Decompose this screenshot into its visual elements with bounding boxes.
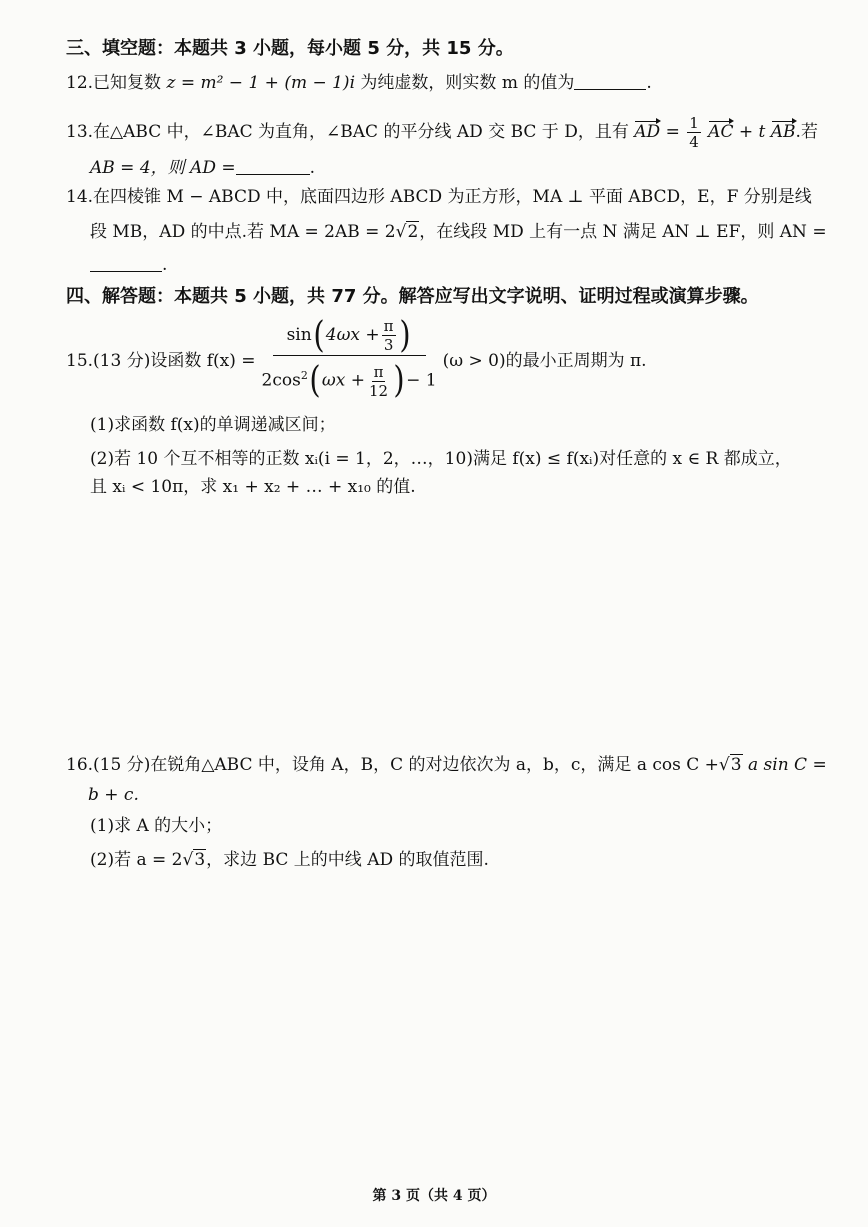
q13-frac-den: 4 xyxy=(689,133,699,151)
q12-suffix: 为纯虚数，则实数 m 的值为 xyxy=(355,73,575,93)
q13-plus-t: + t xyxy=(738,122,766,142)
question-14: 14.在四棱锥 M − ABCD 中，底面四边形 ABCD 为正方形，MA ⊥ 平面 ABCD，E，F 分别是线 xyxy=(66,187,812,207)
q15-den-12: 12 xyxy=(369,381,389,400)
q14-sqrt-radicand: 2 xyxy=(407,222,419,242)
question-13 xyxy=(66,114,818,151)
question-12 xyxy=(66,72,652,94)
q15-part-1: (1)求函数 f(x)的单调递减区间； xyxy=(90,415,336,435)
q14-sqrt: √2 xyxy=(395,222,419,242)
q16-part2-radicand: 3 xyxy=(194,850,206,870)
question-14-line-3 xyxy=(90,254,167,276)
q12-prefix: 12.已知复数 xyxy=(66,73,167,93)
q13-answer-blank xyxy=(236,158,310,175)
vector-ac: AC xyxy=(708,122,734,142)
q16-sqrt: √3 xyxy=(718,755,742,775)
q15-part-2-line-2: 且 xᵢ < 10π，求 x₁ + x₂ + … + x₁₀ 的值. xyxy=(90,477,416,497)
q15-den-sup: 2 xyxy=(300,369,308,383)
q16-sqrt-radicand: 3 xyxy=(730,755,742,775)
question-14-line-2 xyxy=(90,221,827,243)
question-15 xyxy=(66,312,647,404)
vector-ad: AD xyxy=(634,122,661,142)
q13-prefix: 13.在△ABC 中，∠BAC 为直角，∠BAC 的平分线 AD 交 BC 于 D，且有 xyxy=(66,122,629,142)
q14-answer-blank xyxy=(90,255,162,272)
q13-line2-end: . xyxy=(309,158,316,178)
q15-num-pi: π xyxy=(383,317,394,336)
q12-answer-blank xyxy=(574,73,646,90)
q16-line1-b: a sin C = xyxy=(742,755,827,775)
question-16 xyxy=(66,754,827,776)
q15-denominator: $2\cos^2(\omega x$ + $\frac{\pi}{12}$ )− 1 xyxy=(261,360,437,402)
section-3-heading: 三、填空题：本题共 3 小题，每小题 5 分，共 15 分。 xyxy=(66,38,514,59)
q13-frac-num: 1 xyxy=(689,114,699,132)
q15-den-arg: ωx + xyxy=(321,370,365,391)
q15-numerator: sin(4ωx + $\frac{\pi}{3}$ ) xyxy=(273,315,426,356)
question-16-line-2: b + c. xyxy=(88,785,139,805)
q12-end: . xyxy=(646,73,652,93)
q15-num-arg: 4ωx + xyxy=(325,325,380,346)
q15-num-sin: sin xyxy=(286,325,312,346)
q13-tail: .若 xyxy=(795,122,818,142)
q15-den-frac xyxy=(367,363,390,400)
q15-suffix: (ω > 0)的最小正周期为 π. xyxy=(442,350,647,371)
q15-den-minus1: − 1 xyxy=(406,370,437,391)
q15-num-3: 3 xyxy=(383,336,394,355)
q12-expr: z = m² − 1 + (m − 1)i xyxy=(166,73,356,93)
q14-line3-end: . xyxy=(162,255,168,275)
q16-part2-b: ，求边 BC 上的中线 AD 的取值范围. xyxy=(206,850,489,870)
q15-den-cos: 2cos xyxy=(261,370,301,391)
q16-part-1: (1)求 A 的大小； xyxy=(90,816,223,836)
q16-line1-a: 16.(15 分)在锐角△ABC 中，设角 A，B，C 的对边依次为 a，b，c，满足 a cos C + xyxy=(66,755,719,775)
q13-line2-prefix: AB = 4，则 AD = xyxy=(90,158,236,178)
question-13-line-2 xyxy=(90,157,315,179)
q15-num-frac xyxy=(382,317,396,354)
q16-part2-a: (2)若 a = 2 xyxy=(90,850,183,870)
q16-part-2 xyxy=(90,849,489,871)
q16-part2-sqrt: √3 xyxy=(182,850,206,870)
vector-ab: AB xyxy=(770,122,796,142)
q13-eq: = xyxy=(665,122,680,142)
q15-part-2: (2)若 10 个互不相等的正数 xᵢ(i = 1，2，…，10)满足 f(x) ≤ f(xᵢ)对任意的 x ∈ R 都成立， xyxy=(90,449,792,469)
page-footer: 第 3 页（共 4 页） xyxy=(372,1188,496,1204)
section-4-heading: 四、解答题：本题共 5 小题，共 77 分。解答应写出文字说明、证明过程或演算步骤。 xyxy=(66,286,759,307)
q13-fraction xyxy=(687,114,701,151)
q15-main-fraction xyxy=(260,315,439,401)
q14-line2-b: ，在线段 MD 上有一点 N 满足 AN ⊥ EF，则 AN = xyxy=(419,222,827,242)
q15-prefix: 15.(13 分)设函数 f(x) = xyxy=(66,350,256,371)
q15-den-pi: π xyxy=(373,362,384,381)
q14-line2-a: 段 MB，AD 的中点.若 MA = 2AB = 2 xyxy=(90,222,396,242)
